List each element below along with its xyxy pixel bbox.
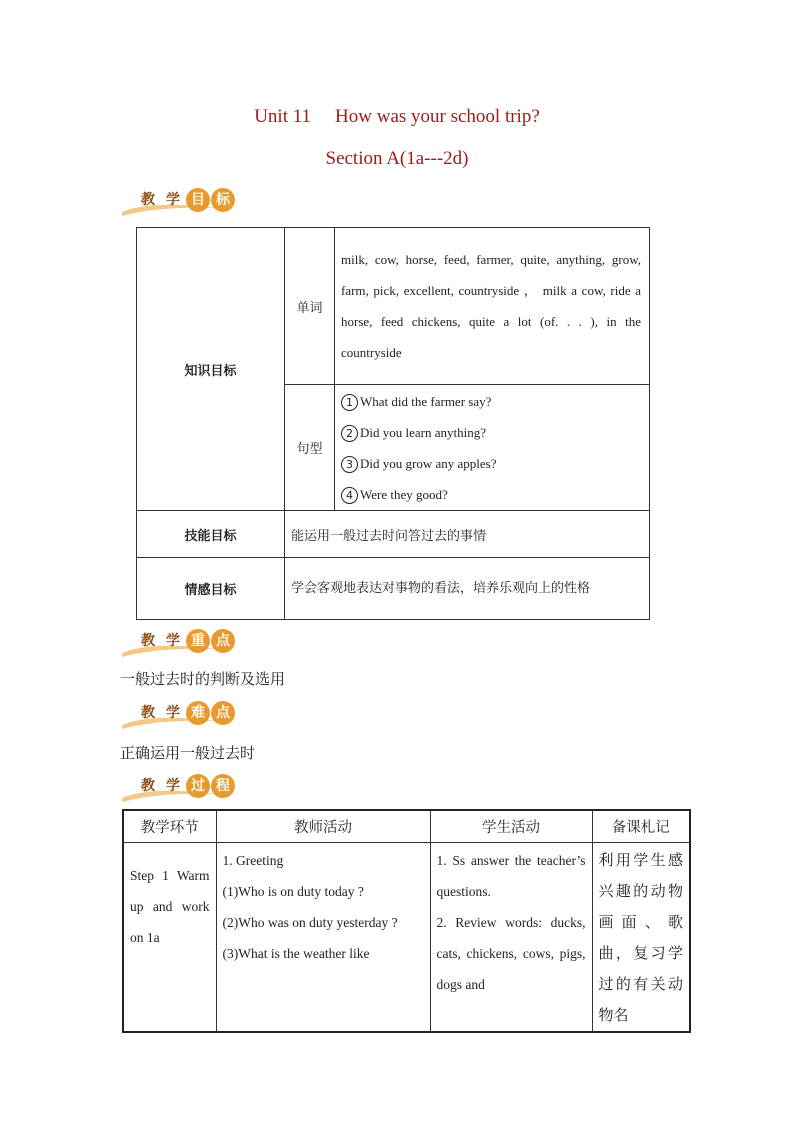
header-teacher-activity: 教师活动 [216, 810, 430, 843]
badge-char: 标 [211, 188, 235, 212]
number-circle-icon: 4 [341, 487, 358, 504]
sentence-item: 1 What did the farmer say? [341, 386, 643, 417]
sentence-item: 4 Were they good? [341, 479, 643, 510]
header-stage: 教学环节 [123, 810, 216, 843]
skill-objective-label: 技能目标 [137, 511, 285, 558]
header-student-activity: 学生活动 [430, 810, 592, 843]
badge-char: 学 [166, 633, 180, 649]
badge-char: 学 [166, 192, 180, 208]
badge-char: 学 [166, 778, 180, 794]
badge-difficulties [120, 700, 230, 728]
badge-char: 点 [211, 629, 235, 653]
unit-title [0, 106, 794, 128]
student-line: 1. Ss answer the teacher’s questions. [436, 853, 586, 899]
number-circle-icon: 3 [341, 456, 358, 473]
knowledge-objective-label: 知识目标 [137, 228, 285, 511]
notes-cell: 利用学生感兴趣的动物画面、歌曲，复习学过的有关动物名 [592, 843, 690, 1033]
sentences-content [335, 385, 650, 511]
teacher-activity-cell [216, 843, 430, 1033]
process-table [122, 809, 691, 1033]
badge-char: 过 [186, 774, 210, 798]
badge-key-points [120, 628, 230, 656]
teacher-line: (2)Who was on duty yesterday ? [222, 915, 398, 930]
objectives-table [136, 227, 650, 620]
badge-char: 点 [211, 701, 235, 725]
badge-char: 难 [186, 701, 210, 725]
section-title: Section A(1a---2d) [325, 148, 469, 169]
number-circle-icon: 1 [341, 394, 358, 411]
badge-process [120, 773, 230, 801]
unit-question: How was your school trip? [335, 106, 540, 127]
badge-char: 程 [211, 774, 235, 798]
sentence-item: 3 Did you grow any apples? [341, 448, 643, 479]
badge-char: 学 [166, 705, 180, 721]
badge-char: 教 [141, 778, 155, 794]
difficulties-text: 正确运用一般过去时 [120, 744, 256, 762]
unit-label: Unit 11 [254, 106, 312, 127]
teacher-line: 1. Greeting [222, 853, 284, 868]
badge-char: 教 [141, 633, 155, 649]
badge-char: 教 [141, 705, 155, 721]
step-cell: Step 1 Warm up and work on 1a [123, 843, 216, 1033]
number-circle-icon: 2 [341, 425, 358, 442]
words-content: milk, cow, horse, feed, farmer, quite, anything, grow, farm, pick, excellent, countryside ， milk a cow, ride a horse, feed chickens, quite a lot (of. . . ), in the countryside [335, 228, 650, 385]
badge-char: 重 [186, 629, 210, 653]
skill-objective-content: 能运用一般过去时问答过去的事情 [285, 511, 650, 558]
sentences-label: 句型 [285, 385, 335, 511]
key-points-text: 一般过去时的判断及选用 [120, 670, 286, 688]
student-activity-cell [430, 843, 592, 1033]
emotion-objective-label: 情感目标 [137, 558, 285, 620]
badge-char: 目 [186, 188, 210, 212]
badge-char: 教 [141, 192, 155, 208]
badge-objectives [120, 187, 230, 215]
header-notes: 备课札记 [592, 810, 690, 843]
teacher-line: (3)What is the weather like [222, 946, 370, 961]
sentence-item: 2 Did you learn anything? [341, 417, 643, 448]
words-label: 单词 [285, 228, 335, 385]
teacher-line: (1)Who is on duty today ? [222, 884, 364, 899]
emotion-objective-content: 学会客观地表达对事物的看法，培养乐观向上的性格 [285, 558, 650, 620]
student-line: 2. Review words: ducks, cats, chickens, cows, pigs, dogs and [436, 915, 586, 992]
